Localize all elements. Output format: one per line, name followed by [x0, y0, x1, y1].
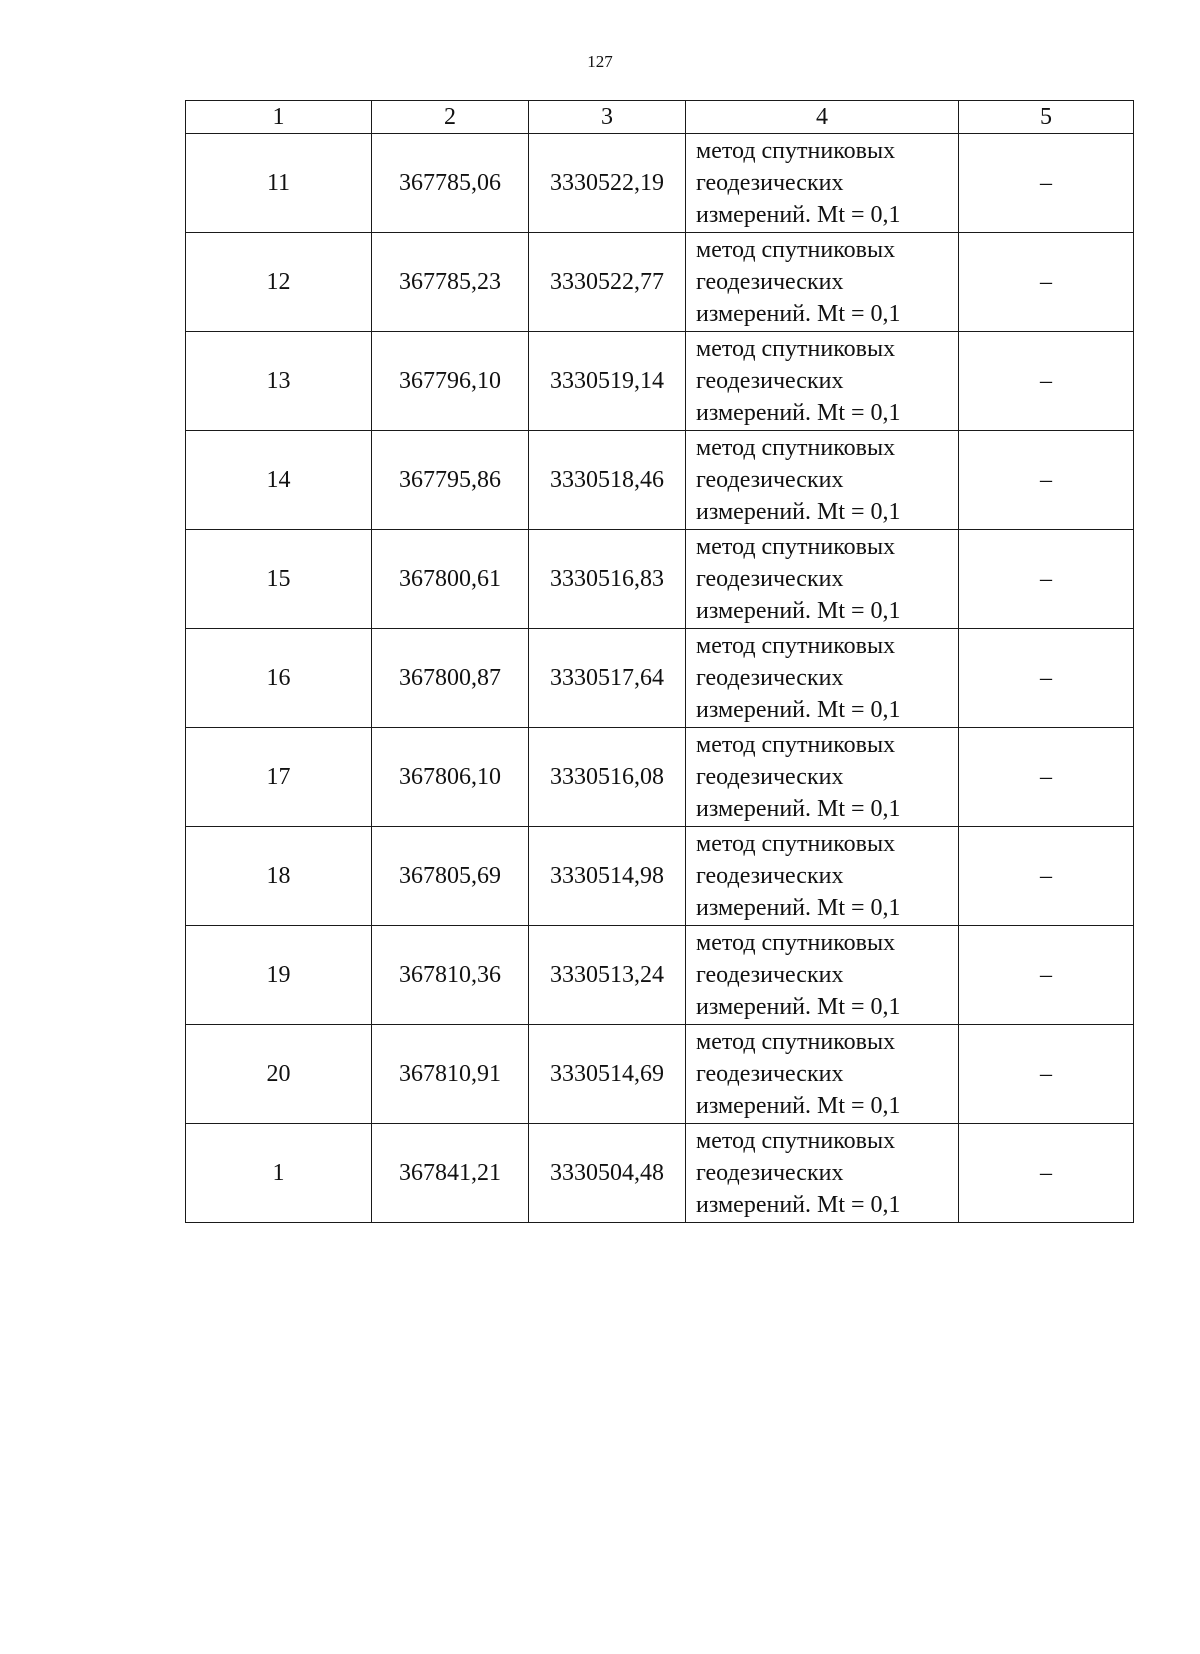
table-row [186, 530, 1134, 629]
table-row [186, 629, 1134, 728]
method-line: геодезических [696, 170, 844, 196]
point-number-cell: 17 [186, 728, 372, 827]
note-cell: – [959, 926, 1134, 1025]
table-row [186, 134, 1134, 233]
note-cell: – [959, 431, 1134, 530]
method-line: геодезических [696, 764, 844, 790]
point-number-cell: 12 [186, 233, 372, 332]
table-row [186, 332, 1134, 431]
method-cell [686, 728, 959, 827]
column-header: 3 [529, 101, 686, 134]
table-row [186, 431, 1134, 530]
x-coordinate-cell: 367806,10 [372, 728, 529, 827]
method-line: измерений. Mt = 0,1 [696, 994, 901, 1020]
method-cell [686, 827, 959, 926]
x-coordinate-cell: 367785,23 [372, 233, 529, 332]
method-line: измерений. Mt = 0,1 [696, 598, 901, 624]
x-coordinate-cell: 367805,69 [372, 827, 529, 926]
table-row [186, 1124, 1134, 1223]
method-line: геодезических [696, 566, 844, 592]
table-row [186, 233, 1134, 332]
point-number-cell: 14 [186, 431, 372, 530]
method-cell [686, 1124, 959, 1223]
method-line: измерений. Mt = 0,1 [696, 499, 901, 525]
y-coordinate-cell: 3330522,77 [529, 233, 686, 332]
method-line: измерений. Mt = 0,1 [696, 895, 901, 921]
note-cell: – [959, 134, 1134, 233]
note-cell: – [959, 1124, 1134, 1223]
method-line: измерений. Mt = 0,1 [696, 1192, 901, 1218]
point-number-cell: 16 [186, 629, 372, 728]
point-number-cell: 11 [186, 134, 372, 233]
method-line: метод спутниковых [696, 831, 896, 857]
method-line: геодезических [696, 665, 844, 691]
x-coordinate-cell: 367796,10 [372, 332, 529, 431]
y-coordinate-cell: 3330516,83 [529, 530, 686, 629]
column-header: 1 [186, 101, 372, 134]
method-line: измерений. Mt = 0,1 [696, 202, 901, 228]
method-cell [686, 530, 959, 629]
y-coordinate-cell: 3330514,69 [529, 1025, 686, 1124]
point-number-cell: 20 [186, 1025, 372, 1124]
method-line: метод спутниковых [696, 138, 896, 164]
method-line: метод спутниковых [696, 1029, 896, 1055]
method-line: измерений. Mt = 0,1 [696, 1093, 901, 1119]
table-row [186, 827, 1134, 926]
note-cell: – [959, 629, 1134, 728]
method-cell [686, 629, 959, 728]
method-line: метод спутниковых [696, 1128, 896, 1154]
method-line: метод спутниковых [696, 336, 896, 362]
table-body [186, 134, 1134, 1223]
note-cell: – [959, 233, 1134, 332]
method-cell [686, 134, 959, 233]
point-number-cell: 13 [186, 332, 372, 431]
method-line: измерений. Mt = 0,1 [696, 796, 901, 822]
method-line: метод спутниковых [696, 732, 896, 758]
y-coordinate-cell: 3330504,48 [529, 1124, 686, 1223]
method-line: измерений. Mt = 0,1 [696, 697, 901, 723]
method-cell [686, 431, 959, 530]
method-line: геодезических [696, 467, 844, 493]
table-row [186, 728, 1134, 827]
method-line: измерений. Mt = 0,1 [696, 400, 901, 426]
method-line: метод спутниковых [696, 930, 896, 956]
y-coordinate-cell: 3330514,98 [529, 827, 686, 926]
method-line: метод спутниковых [696, 237, 896, 263]
table-row [186, 926, 1134, 1025]
column-header: 4 [686, 101, 959, 134]
x-coordinate-cell: 367841,21 [372, 1124, 529, 1223]
y-coordinate-cell: 3330522,19 [529, 134, 686, 233]
method-line: метод спутниковых [696, 534, 896, 560]
page-number: 127 [587, 52, 613, 71]
point-number-cell: 18 [186, 827, 372, 926]
table-row [186, 1025, 1134, 1124]
point-number-cell: 15 [186, 530, 372, 629]
x-coordinate-cell: 367810,91 [372, 1025, 529, 1124]
x-coordinate-cell: 367800,61 [372, 530, 529, 629]
note-cell: – [959, 827, 1134, 926]
note-cell: – [959, 530, 1134, 629]
method-line: геодезических [696, 368, 844, 394]
x-coordinate-cell: 367795,86 [372, 431, 529, 530]
method-line: геодезических [696, 1061, 844, 1087]
method-line: измерений. Mt = 0,1 [696, 301, 901, 327]
column-header: 2 [372, 101, 529, 134]
y-coordinate-cell: 3330516,08 [529, 728, 686, 827]
note-cell: – [959, 728, 1134, 827]
method-line: геодезических [696, 962, 844, 988]
x-coordinate-cell: 367785,06 [372, 134, 529, 233]
point-number-cell: 19 [186, 926, 372, 1025]
method-cell [686, 233, 959, 332]
x-coordinate-cell: 367810,36 [372, 926, 529, 1025]
method-line: метод спутниковых [696, 435, 896, 461]
note-cell: – [959, 332, 1134, 431]
method-cell [686, 1025, 959, 1124]
method-cell [686, 926, 959, 1025]
note-cell: – [959, 1025, 1134, 1124]
method-line: геодезических [696, 863, 844, 889]
method-line: метод спутниковых [696, 633, 896, 659]
y-coordinate-cell: 3330519,14 [529, 332, 686, 431]
column-header: 5 [959, 101, 1134, 134]
point-number-cell: 1 [186, 1124, 372, 1223]
coordinates-table [185, 100, 1134, 1223]
y-coordinate-cell: 3330517,64 [529, 629, 686, 728]
method-cell [686, 332, 959, 431]
method-line: геодезических [696, 1160, 844, 1186]
y-coordinate-cell: 3330513,24 [529, 926, 686, 1025]
method-line: геодезических [696, 269, 844, 295]
table-header-row [186, 101, 1134, 134]
x-coordinate-cell: 367800,87 [372, 629, 529, 728]
y-coordinate-cell: 3330518,46 [529, 431, 686, 530]
